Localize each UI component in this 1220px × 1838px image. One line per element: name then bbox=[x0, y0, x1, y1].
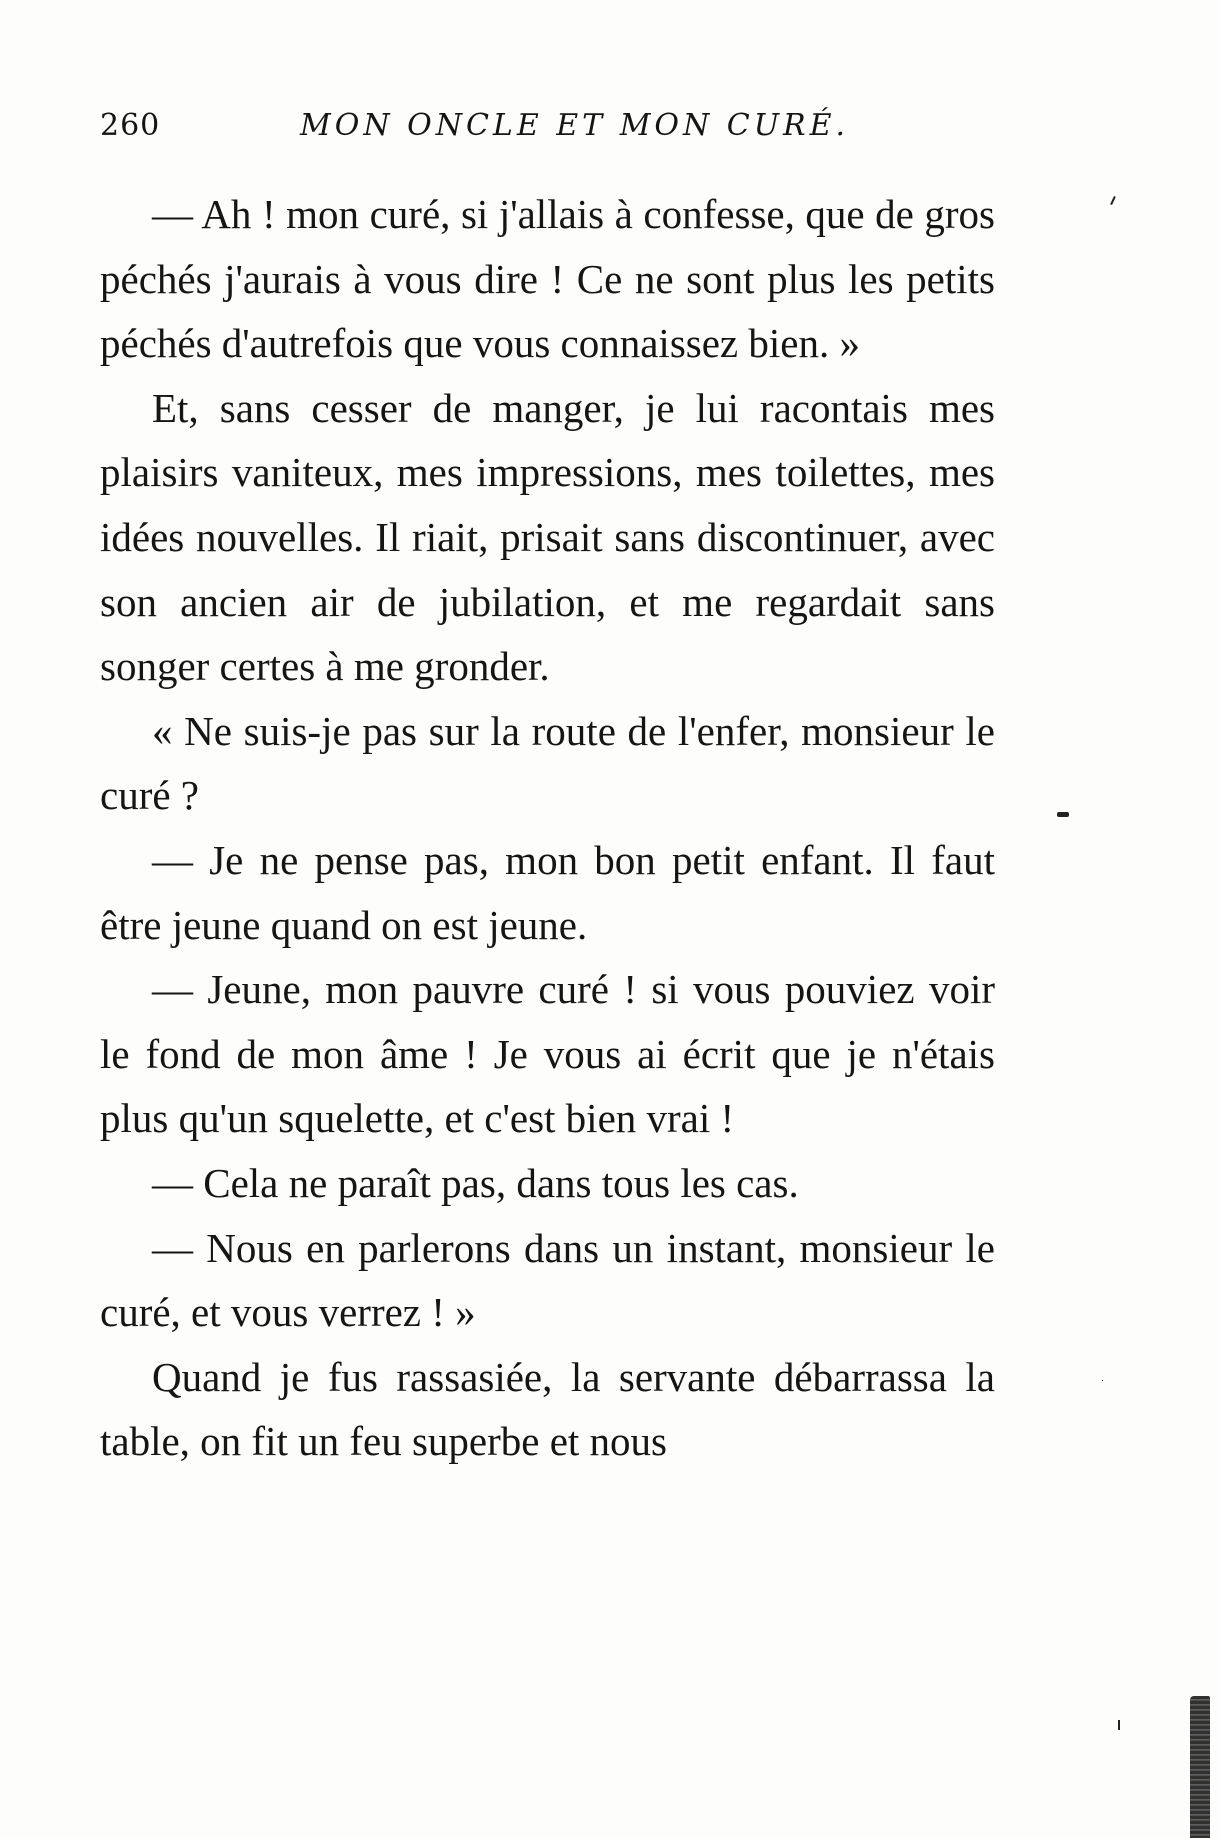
paragraph: — Nous en parlerons dans un instant, monsieur le curé, et vous verrez ! » bbox=[100, 1224, 995, 1336]
paragraph: — Jeune, mon pauvre curé ! si vous pouviez voir le fond de mon âme ! Je vous ai écrit que je n'étais plus qu'un squelette, et c'est bien vrai ! bbox=[100, 966, 995, 1142]
paragraph: « Ne suis-je pas sur la route de l'enfer, monsieur le curé ? bbox=[100, 707, 995, 819]
ink-speck bbox=[1057, 812, 1069, 817]
paragraph: — Je ne pense pas, mon bon petit enfant. Il faut être jeune quand on est jeune. bbox=[100, 836, 995, 948]
paragraph: Quand je fus rassasiée, la servante débarrassa la table, on fit un feu superbe et nous bbox=[100, 1353, 995, 1465]
paragraph: — Ah ! mon curé, si j'allais à confesse, que de gros péchés j'aurais à vous dire ! Ce ne sont plus les petits péchés d'autrefois que vous connaissez bien. » bbox=[100, 191, 995, 367]
page-edge-shadow bbox=[1190, 1696, 1210, 1838]
book-title: MON ONCLE ET MON CURÉ. bbox=[300, 108, 850, 143]
page-number: 260 bbox=[100, 108, 161, 143]
paragraph: — Cela ne paraît pas, dans tous les cas. bbox=[152, 1159, 799, 1206]
ink-speck bbox=[1110, 196, 1116, 205]
paragraph: Et, sans cesser de manger, je lui racontais mes plaisirs vaniteux, mes impressions, mes toilettes, mes idées nouvelles. Il riait, prisait sans discontinuer, avec son ancien air de jubilation, et me regardait sans songer certes à me gronder. bbox=[100, 384, 995, 690]
body-text bbox=[100, 182, 995, 1474]
ink-speck bbox=[1102, 1380, 1103, 1381]
ink-speck bbox=[1118, 1720, 1120, 1730]
running-head bbox=[100, 108, 850, 148]
